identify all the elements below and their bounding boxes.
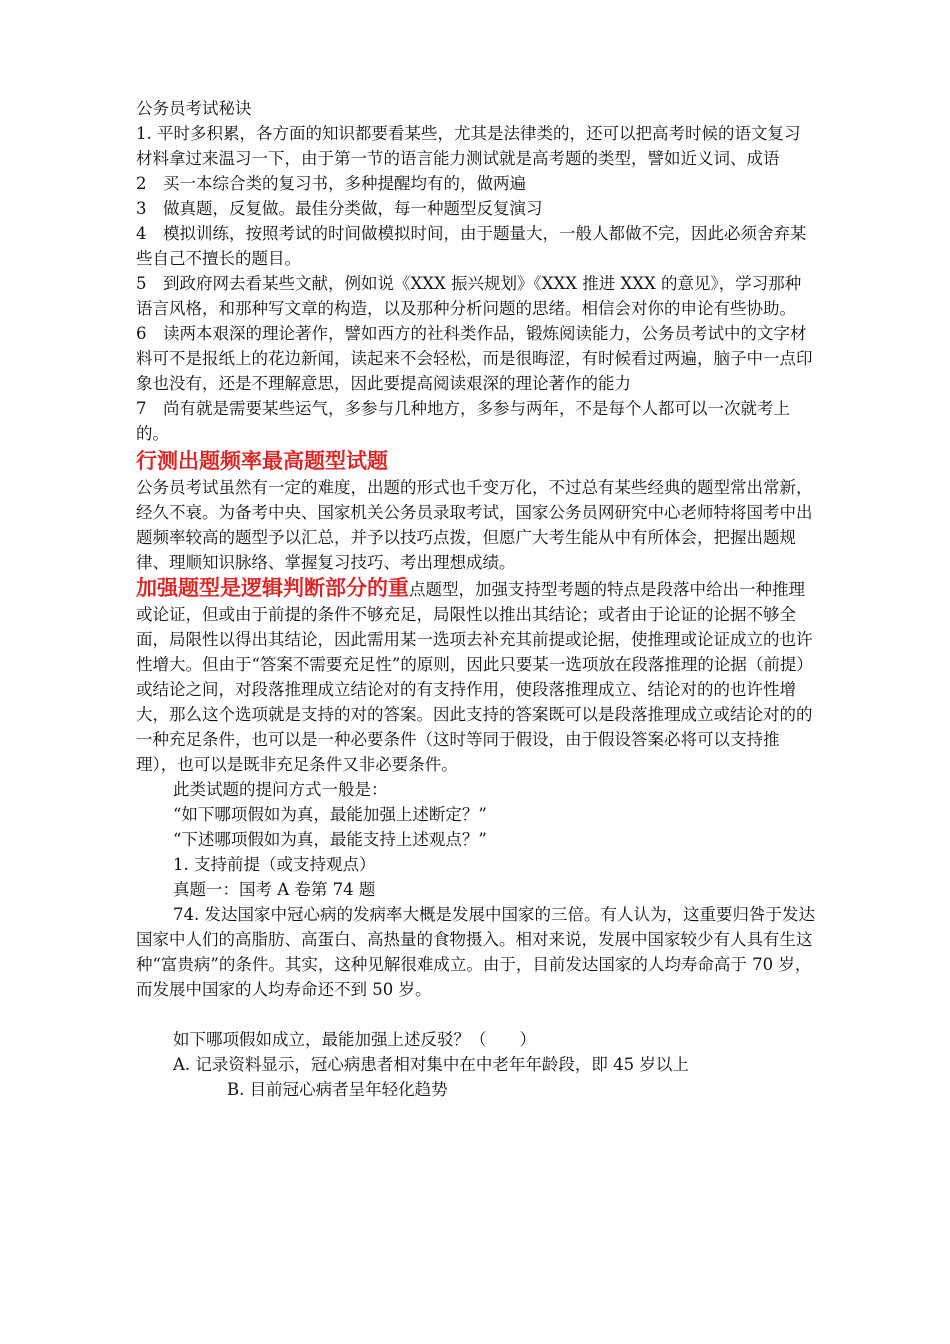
tip-item-4: 4 模拟训练，按照考试的时间做模拟时间，由于题量大，一般人都做不完，因此必须舍弃某些自己不擅长的题目。 [136,224,807,268]
tip-item-7: 7 尚有就是需要某些运气，多参与几种地方，多参与两年，不是每个人都可以一次就考上的。 [136,399,790,443]
question-source: 真题一：国考 A 卷第 74 题 [173,880,376,899]
subheading-support-premise: 1. 支持前提（或支持观点） [173,855,376,874]
tip-item-5: 5 到政府网去看某些文献，例如说《XXX 振兴规划》《XXX 推进 XXX 的意见》，学习那种语言风格，和那种写文章的构造，以及那种分析问题的思绪。相信会对你的申论有些协助。 [136,274,802,318]
strengthen-lead-rest: 点题型，加强支持型考题的特点是段落中给出一种推理或论证，但或由于前提的条件不够充足，局限性以推出其结论；或者由于论证的论据不够全面，局限性以得出其结论，因此需用某一选项去补充其前提或论据，使推理或论证成立的也许性增大。但由于“答案不需要充足性”的原则，因此只要某一选项放在段落推理的论据（前提）或结论之间，对段落推理成立结论对的有支持作用，使段落推理成立、结论对的的也许性增大，那么这个选项就是支持的对的答案。因此支持的答案既可以是段落推理成立或结论对的的一种充足条件，也可以是一种必要条件（这时等同于假设，由于假设答案必将可以支持推理），也可以是既非充足条件又非必要条件。 [136,580,813,774]
tip-item-1: 1. 平时多积累，各方面的知识都要看某些，尤其是法律类的，还可以把高考时候的语文复习材料拿过来温习一下，由于第一节的语言能力测试就是高考题的类型，譬如近义词、成语 [136,124,801,168]
option-a: A. 记录资料显示，冠心病患者相对集中在中老年年龄段，即 45 岁以上 [173,1055,689,1074]
question-body: 74. 发达国家中冠心病的发病率大概是发展中国家的三倍。有人认为，这重要归咎于发达国家中人们的高脂肪、高蛋白、高热量的食物摄入。相对来说，发展中国家较少有人具有生这种“富贵病”的条件。其实，这种见解很难成立。由于，目前发达国家的人均寿命高于 70 岁，而发展中国家的人均寿命还不到 50 岁。 [136,905,815,999]
question-form-intro: 此类试题的提问方式一般是： [173,780,388,799]
question-form-1: “如下哪项假如为真，最能加强上述断定？” [173,805,487,824]
question-prompt: 如下哪项假如成立，最能加强上述反驳？（ ） [173,1030,536,1049]
strengthen-paragraph [136,575,816,777]
section1-title: 公务员考试秘诀 [136,99,252,118]
tip-item-3: 3 做真题，反复做。最佳分类做，每一种题型反复演习 [136,199,543,218]
tip-item-6: 6 读两本艰深的理论著作，譬如西方的社科类作品，锻炼阅读能力，公务员考试中的文字材料可不是报纸上的花边新闻，读起来不会轻松，而是很晦涩，有时候看过两遍，脑子中一点印象也没有，还是不理解意思，因此要提高阅读艰深的理论著作的能力 [136,324,813,393]
tip-item-2: 2 买一本综合类的复习书，多种提醒均有的，做两遍 [136,174,526,193]
section2-title: 行测出题频率最高题型试题 [136,448,388,473]
option-b: B. 目前冠心病者呈年轻化趋势 [227,1080,448,1099]
question-form-2: “下述哪项假如为真，最能支持上述观点？” [173,830,487,849]
strengthen-lead-red: 加强题型是逻辑判断部分的重 [136,575,409,600]
section2-intro: 公务员考试虽然有一定的难度，出题的形式也千变万化，不过总有某些经典的题型常出常新，经久不衰。为备考中央、国家机关公务员录取考试，国家公务员网研究中心老师特将国考中出题频率较高的题型予以汇总，并予以技巧点拨，但愿广大考生能从中有所体会，把握出题规律、理顺知识脉络、掌握复习技巧、考出理想成绩。 [136,478,813,572]
document-body [136,96,816,1102]
